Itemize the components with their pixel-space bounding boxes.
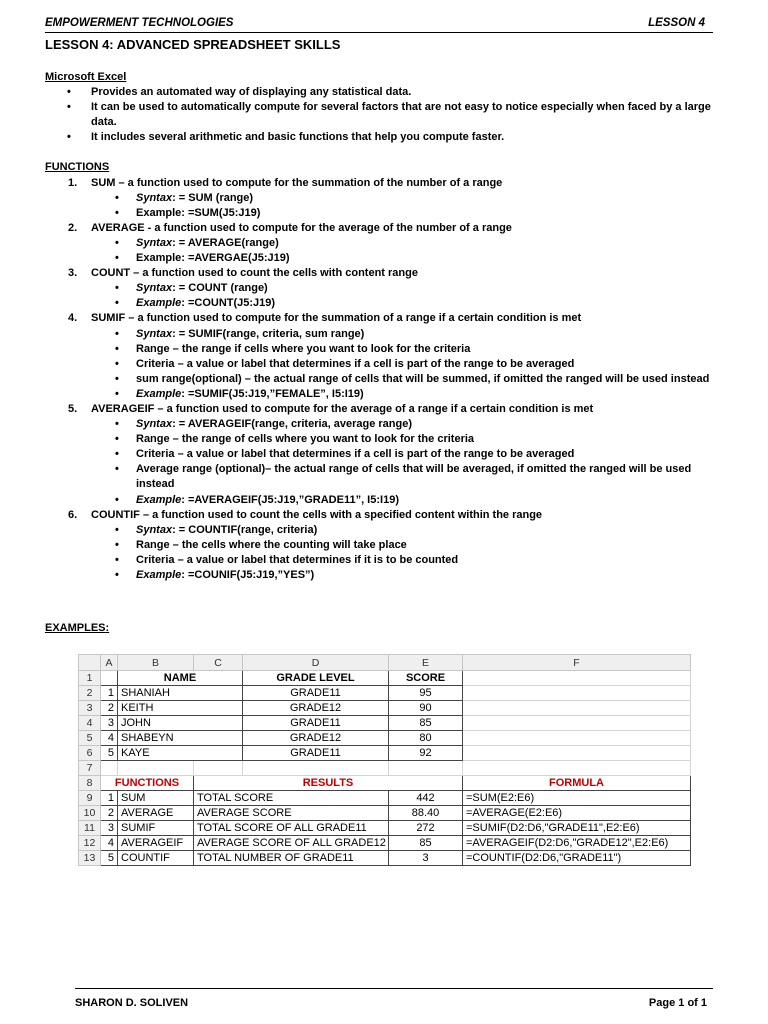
function-detail <box>45 462 715 492</box>
cell: 90 <box>389 701 463 716</box>
cell <box>389 761 463 776</box>
column-header: E <box>389 655 463 671</box>
table-row <box>79 761 691 776</box>
row-number: 9 <box>79 791 101 806</box>
page-number: Page 1 of 1 <box>648 997 707 1009</box>
cell <box>463 731 691 746</box>
function-item <box>45 508 715 523</box>
cell: 4 <box>101 731 118 746</box>
cell: KAYE <box>118 746 243 761</box>
detail-text: : = SUMIF(range, criteria, sum range) <box>172 327 365 340</box>
detail-text: : =SUMIF(J5:J19,”FEMALE”, I5:I19) <box>181 387 364 400</box>
excel-bullet-list <box>45 85 715 145</box>
cell: AVERAGE SCORE <box>194 806 389 821</box>
cell: 1 <box>101 791 118 806</box>
function-detail <box>45 568 715 583</box>
function-detail <box>45 191 715 206</box>
function-detail <box>45 523 715 538</box>
course-name: EMPOWERMENT TECHNOLOGIES <box>45 17 234 29</box>
detail-label: Example <box>136 297 182 310</box>
detail-text: Range – the range if cells where you want to look for the criteria <box>136 342 471 355</box>
function-detail <box>45 553 715 568</box>
row-number: 6 <box>79 746 101 761</box>
function-number: 4. <box>68 312 78 325</box>
table-row <box>79 821 691 836</box>
function-item <box>45 311 715 326</box>
table-row <box>79 701 691 716</box>
cell: 272 <box>389 821 463 836</box>
functions-heading: FUNCTIONS <box>45 161 110 174</box>
table-row <box>79 806 691 821</box>
function-item <box>45 266 715 281</box>
function-description: SUMIF – a function used to compute for the summation of a range if a certain condition is met <box>91 312 582 325</box>
function-number: 1. <box>68 176 78 189</box>
detail-label: Example <box>136 569 182 581</box>
cell: 3 <box>389 851 463 866</box>
detail-text: Criteria – a value or label that determines if it is to be counted <box>136 553 459 566</box>
spreadsheet-example <box>78 654 690 869</box>
function-detail <box>45 372 715 387</box>
column-header-row <box>79 655 691 671</box>
detail-text: Range – the cells where the counting will take place <box>136 538 407 551</box>
cell: GRADE11 <box>243 716 389 731</box>
cell: =SUM(E2:E6) <box>463 791 691 806</box>
cell: GRADE12 <box>243 701 389 716</box>
cell <box>118 761 194 776</box>
detail-text: : = AVERAGE(range) <box>172 236 279 249</box>
function-description: AVERAGE - a function used to compute for the average of the number of a range <box>91 221 512 234</box>
cell <box>243 761 389 776</box>
column-header: B <box>118 655 194 671</box>
column-header: C <box>194 655 243 671</box>
row-number: 3 <box>79 701 101 716</box>
column-header: A <box>101 655 118 671</box>
functions-list <box>45 176 715 584</box>
detail-label: Syntax <box>136 327 173 340</box>
cell: =AVERAGE(E2:E6) <box>463 806 691 821</box>
function-detail <box>45 387 715 402</box>
excel-bullet: • It can be used to automatically compute for several factors that are not easy to notice especially when faced by a large data. <box>45 100 715 130</box>
column-title: FUNCTIONS <box>101 776 194 791</box>
cell: 85 <box>389 836 463 851</box>
cell <box>101 671 118 686</box>
cell: =SUMIF(D2:D6,"GRADE11",E2:E6) <box>463 821 691 836</box>
cell: AVERAGEIF <box>118 836 194 851</box>
row-number: 11 <box>79 821 101 836</box>
function-item <box>45 402 715 417</box>
column-title: SCORE <box>389 671 463 686</box>
cell <box>463 761 691 776</box>
row-number: 1 <box>79 671 101 686</box>
function-item <box>45 221 715 236</box>
table-row <box>79 716 691 731</box>
row-number: 5 <box>79 731 101 746</box>
cell <box>463 746 691 761</box>
row-number: 2 <box>79 686 101 701</box>
function-detail <box>45 357 715 372</box>
function-detail <box>45 327 715 342</box>
lesson-label: LESSON 4 <box>648 17 705 29</box>
cell: SUMIF <box>118 821 194 836</box>
detail-text: : =COUNIF(J5:J19,”YES”) <box>181 569 315 581</box>
function-detail <box>45 432 715 447</box>
function-description: COUNT – a function used to count the cells with content range <box>91 267 418 280</box>
function-detail <box>45 281 715 296</box>
function-detail <box>45 206 715 221</box>
table-row <box>79 836 691 851</box>
row-number: 10 <box>79 806 101 821</box>
cell: 95 <box>389 686 463 701</box>
table-row <box>79 776 691 791</box>
function-detail <box>45 493 715 508</box>
detail-text: : =AVERAGEIF(J5:J19,”GRADE11”, I5:I19) <box>181 493 399 506</box>
cell: 85 <box>389 716 463 731</box>
column-title: GRADE LEVEL <box>243 671 389 686</box>
cell: 5 <box>101 851 118 866</box>
table-row <box>79 686 691 701</box>
page-header <box>45 16 713 33</box>
detail-text: Criteria – a value or label that determines if a cell is part of the range to be averaged <box>136 357 575 370</box>
cell: COUNTIF <box>118 851 194 866</box>
cell <box>101 761 118 776</box>
function-description: SUM – a function used to compute for the summation of the number of a range <box>91 176 503 189</box>
cell: KEITH <box>118 701 243 716</box>
cell: SHABEYN <box>118 731 243 746</box>
column-title: NAME <box>118 671 243 686</box>
detail-label: Syntax <box>136 236 173 249</box>
function-detail <box>45 447 715 462</box>
detail-label: Syntax <box>136 523 173 536</box>
detail-text: : = AVERAGEIF(range, criteria, average range) <box>172 418 413 431</box>
page-footer <box>75 988 713 1009</box>
row-number: 13 <box>79 851 101 866</box>
function-number: 5. <box>68 402 78 415</box>
detail-text: sum range(optional) – the actual range of cells that will be summed, if omitted the ranged will be used instead <box>136 372 710 385</box>
function-item <box>45 176 715 191</box>
row-number: 4 <box>79 716 101 731</box>
cell: SHANIAH <box>118 686 243 701</box>
table-row <box>79 671 691 686</box>
detail-text: Range – the range of cells where you want to look for the criteria <box>136 433 475 446</box>
detail-text: : = COUNTIF(range, criteria) <box>172 523 318 536</box>
function-detail <box>45 251 715 266</box>
page-title: LESSON 4: ADVANCED SPREADSHEET SKILLS <box>45 37 341 52</box>
function-description: COUNTIF – a function used to count the cells with a specified content within the range <box>91 508 543 521</box>
cell: SUM <box>118 791 194 806</box>
cell: 88.40 <box>389 806 463 821</box>
detail-text: Average range (optional)– the actual range of cells that will be averaged, if omitted the ranged will be used instead <box>136 463 692 491</box>
column-header <box>79 655 101 671</box>
detail-label: Syntax <box>136 191 173 204</box>
cell: 4 <box>101 836 118 851</box>
function-detail <box>45 342 715 357</box>
excel-bullet: • It includes several arithmetic and basic functions that help you compute faster. <box>45 130 715 145</box>
row-number: 7 <box>79 761 101 776</box>
cell: GRADE12 <box>243 731 389 746</box>
cell: 80 <box>389 731 463 746</box>
column-title: FORMULA <box>463 776 691 791</box>
function-detail <box>45 538 715 553</box>
cell: 92 <box>389 746 463 761</box>
detail-text: Example: =AVERGAE(J5:J19) <box>136 252 290 265</box>
detail-text: : = COUNT (range) <box>172 282 268 295</box>
column-header: F <box>463 655 691 671</box>
detail-text: Example: =SUM(J5:J19) <box>136 206 261 219</box>
column-title: RESULTS <box>194 776 463 791</box>
cell: =AVERAGEIF(D2:D6,"GRADE12",E2:E6) <box>463 836 691 851</box>
function-description: AVERAGEIF – a function used to compute for the average of a range if a certain condition is met <box>91 402 594 415</box>
cell: 5 <box>101 746 118 761</box>
cell: 3 <box>101 821 118 836</box>
cell: AVERAGE SCORE OF ALL GRADE12 <box>194 836 389 851</box>
detail-text: Criteria – a value or label that determines if a cell is part of the range to be averaged <box>136 448 575 461</box>
cell: 3 <box>101 716 118 731</box>
cell: GRADE11 <box>243 686 389 701</box>
cell: 2 <box>101 701 118 716</box>
cell: 2 <box>101 806 118 821</box>
cell: JOHN <box>118 716 243 731</box>
detail-text: : =COUNT(J5:J19) <box>181 297 276 310</box>
detail-label: Syntax <box>136 282 173 295</box>
cell: TOTAL SCORE OF ALL GRADE11 <box>194 821 389 836</box>
cell <box>463 701 691 716</box>
detail-label: Example <box>136 493 182 506</box>
function-number: 3. <box>68 267 78 280</box>
table-row <box>79 851 691 866</box>
cell <box>463 686 691 701</box>
function-number: 6. <box>68 508 78 521</box>
examples-heading: EXAMPLES: <box>45 622 110 634</box>
cell: 1 <box>101 686 118 701</box>
excel-bullet: • Provides an automated way of displaying any statistical data. <box>45 85 715 100</box>
cell: GRADE11 <box>243 746 389 761</box>
author-name: SHARON D. SOLIVEN <box>75 997 189 1009</box>
table-row <box>79 791 691 806</box>
table-row <box>79 746 691 761</box>
lesson-content <box>45 70 715 583</box>
detail-text: : = SUM (range) <box>172 191 254 204</box>
row-number: 8 <box>79 776 101 791</box>
function-detail <box>45 236 715 251</box>
spreadsheet-grid <box>78 654 691 866</box>
excel-heading: Microsoft Excel <box>45 71 127 83</box>
detail-label: Example <box>136 387 182 400</box>
function-detail <box>45 296 715 311</box>
function-number: 2. <box>68 221 78 234</box>
cell <box>463 671 691 686</box>
cell: TOTAL SCORE <box>194 791 389 806</box>
cell: TOTAL NUMBER OF GRADE11 <box>194 851 389 866</box>
column-header: D <box>243 655 389 671</box>
cell <box>194 761 243 776</box>
row-number: 12 <box>79 836 101 851</box>
cell: 442 <box>389 791 463 806</box>
cell <box>463 716 691 731</box>
cell: AVERAGE <box>118 806 194 821</box>
function-detail <box>45 417 715 432</box>
cell: =COUNTIF(D2:D6,"GRADE11") <box>463 851 691 866</box>
detail-label: Syntax <box>136 418 173 431</box>
table-row <box>79 731 691 746</box>
